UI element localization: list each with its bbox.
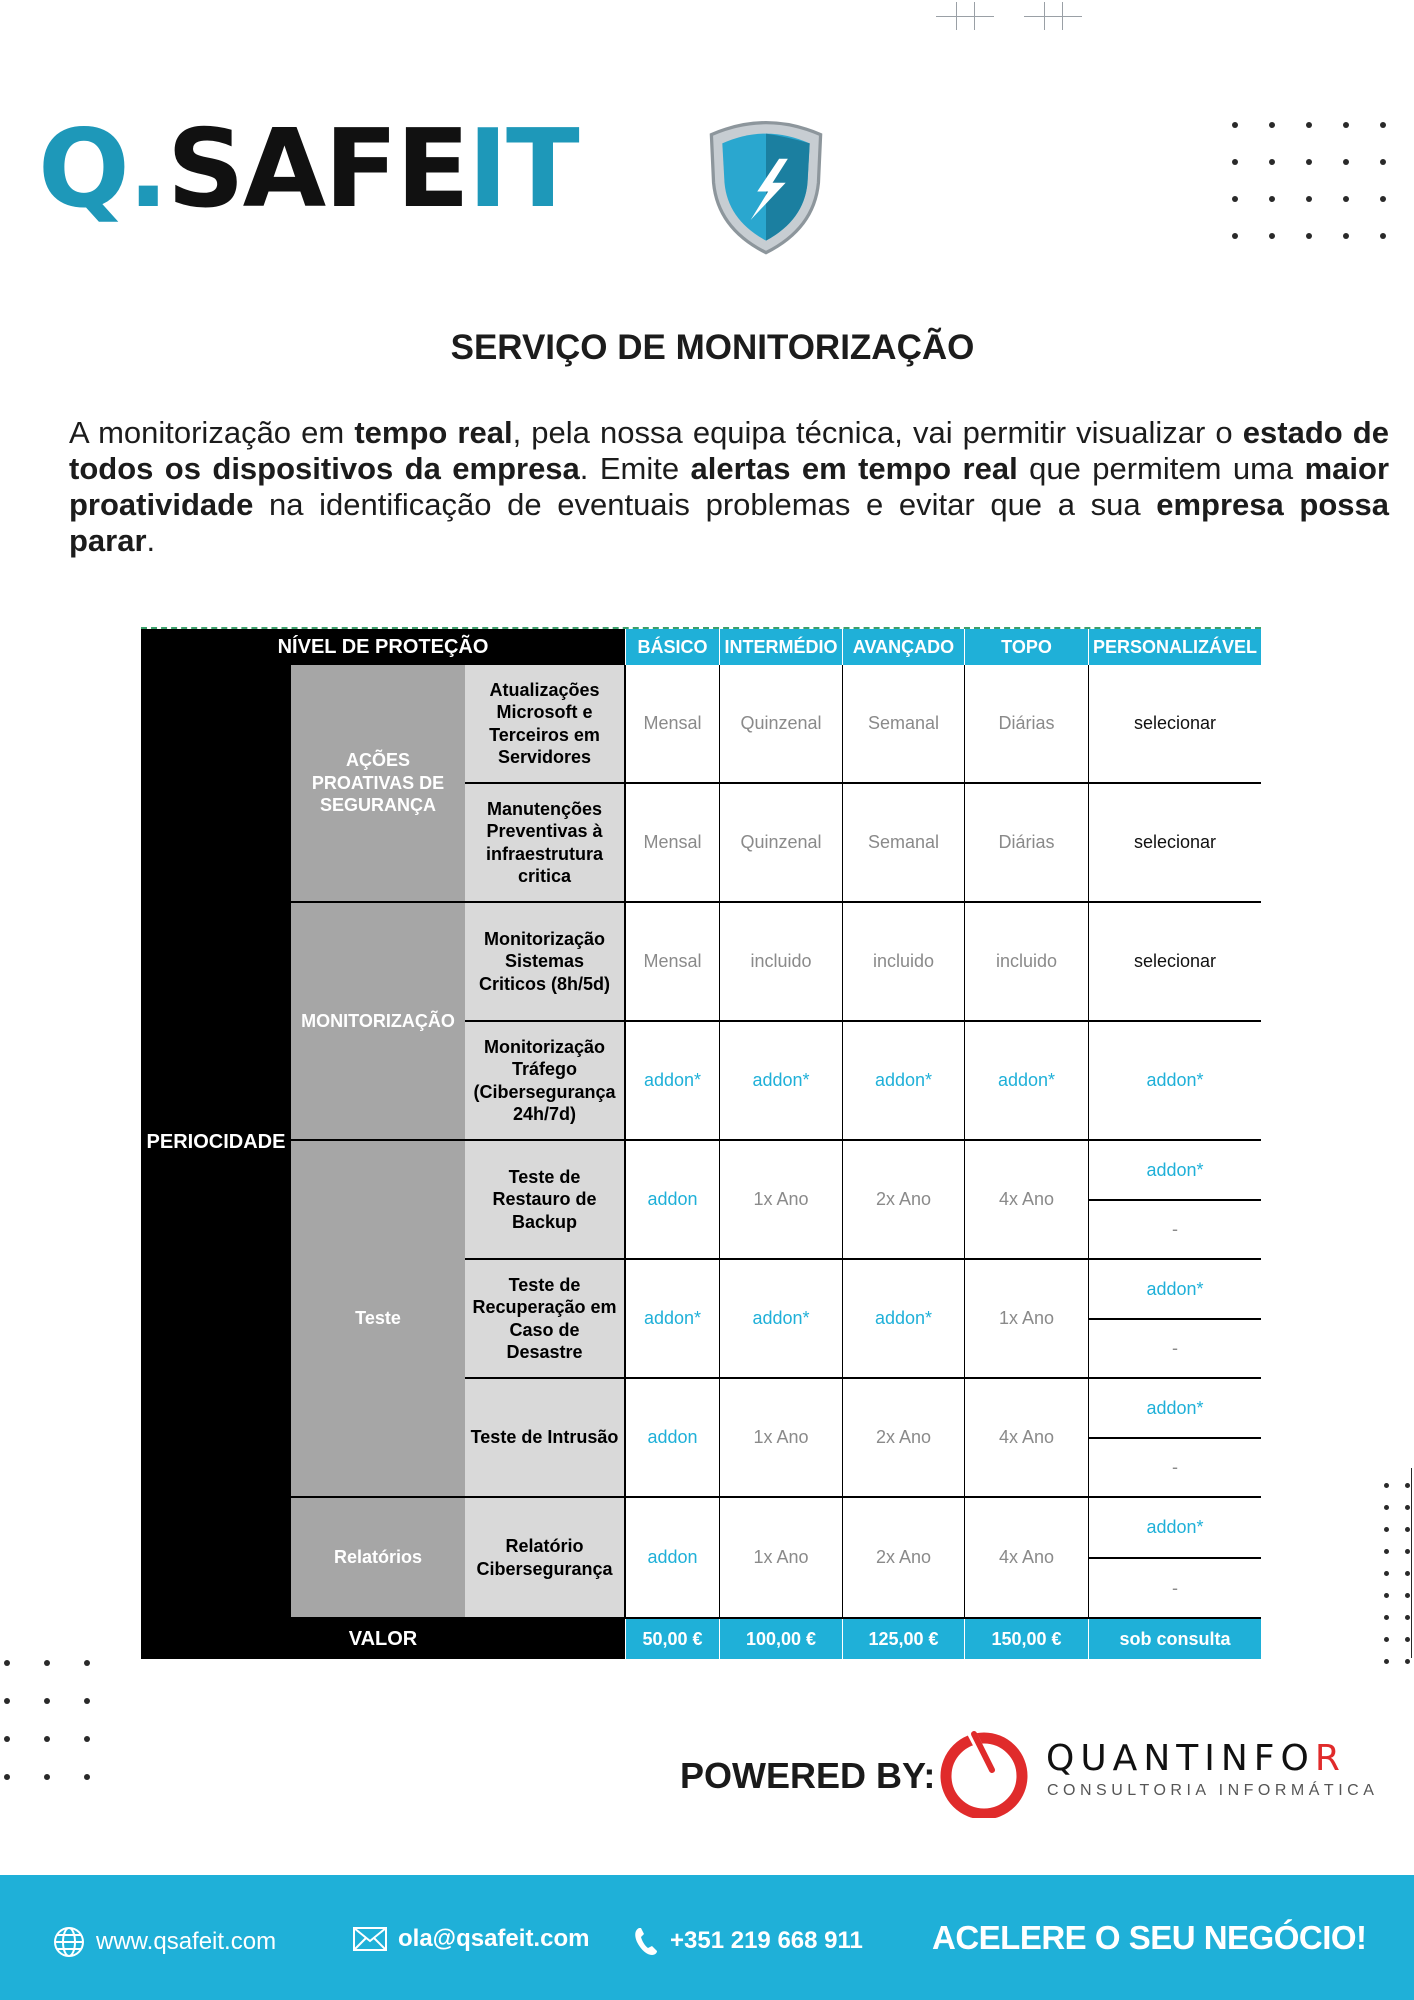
phone-number[interactable]: +351 219 668 911 [670,1927,863,1954]
footer-phone[interactable] [632,1925,863,1957]
plan-cell: addon [625,1498,719,1619]
footer-label: VALOR [141,1619,625,1659]
quantinfor-logo-icon [934,1726,1034,1818]
plan-header-avancado: AVANÇADO [842,629,964,665]
website-link[interactable]: www.qsafeit.com [96,1928,277,1955]
plan-cell: addon* [719,1022,842,1141]
plan-cell: addon* [842,1022,964,1141]
custom-plan-cell: addon* [1088,1260,1261,1320]
price-basico: 50,00 € [625,1619,719,1659]
decorative-dot-grid [1232,122,1386,239]
intro-segment: empresa possa parar [69,487,1390,558]
group-acoes-proativas: AÇÕES PROATIVAS DE SEGURANÇA [291,665,465,903]
intro-segment: . Emite [579,451,691,486]
globe-icon [52,1925,86,1959]
plan-cell: incluido [842,903,964,1022]
group-teste: Teste [291,1141,465,1498]
custom-plan-cell: selecionar [1088,665,1261,784]
plan-cell: addon* [964,1022,1088,1141]
row-item-label: Manutenções Preventivas à infraestrutura critica [465,784,625,903]
intro-segment: estado de todos os dispositivos da empresa [69,415,1389,486]
quantinfor-subtitle: CONSULTORIA INFORMÁTICA [1047,1782,1379,1799]
powered-by-label: POWERED BY: [680,1755,936,1796]
intro-segment: . [146,523,156,558]
plan-cell: Mensal [625,903,719,1022]
logo-it: IT [467,107,578,232]
plan-header-basico: BÁSICO [625,629,719,665]
header-label: NÍVEL DE PROTEÇÃO [141,629,625,665]
plan-cell: incluido [964,903,1088,1022]
custom-plan-cell: addon* [1088,1141,1261,1201]
price-personalizavel: sob consulta [1088,1619,1261,1659]
intro-segment: maior proatividade [69,451,1390,522]
page-title: SERVIÇO DE MONITORIZAÇÃO [450,328,975,367]
custom-plan-cell: selecionar [1088,903,1261,1022]
quantinfor-name [1046,1738,1346,1779]
price-intermedio: 100,00 € [719,1619,842,1659]
row-item-label: Teste de Restauro de Backup [465,1141,625,1260]
plan-cell: addon [625,1379,719,1498]
custom-plan-cell: addon* [1088,1498,1261,1559]
plan-header-intermedio: INTERMÉDIO [719,629,842,665]
custom-plan-cell: - [1088,1320,1261,1379]
plan-cell: Diárias [964,784,1088,903]
custom-plan-cell: addon* [1088,1022,1261,1141]
logo-q: Q. [38,107,167,232]
plan-cell: Mensal [625,665,719,784]
plan-cell: 1x Ano [719,1379,842,1498]
decorative-cross [1024,2,1082,30]
intro-segment: alertas em tempo real [690,451,1018,486]
custom-plan-cell: - [1088,1439,1261,1498]
row-item-label: Monitorização Sistemas Criticos (8h/5d) [465,903,625,1022]
email-link[interactable]: ola@qsafeit.com [398,1925,590,1952]
plan-cell: Quinzenal [719,665,842,784]
row-item-label: Teste de Recuperação em Caso de Desastre [465,1260,625,1379]
quantinfor-name-main: QUANTINFO [1046,1738,1315,1779]
custom-plan-cell: addon* [1088,1379,1261,1439]
decorative-cross [936,2,994,30]
mail-icon [352,1926,388,1952]
group-monitorizacao: MONITORIZAÇÃO [291,903,465,1141]
plan-cell: addon* [625,1260,719,1379]
price-avancado: 125,00 € [842,1619,964,1659]
custom-plan-cell: selecionar [1088,784,1261,903]
plan-cell: 2x Ano [842,1379,964,1498]
custom-plan-cell: - [1088,1559,1261,1619]
plan-cell: addon* [625,1022,719,1141]
plan-cell: 1x Ano [719,1141,842,1260]
plan-cell: addon* [719,1260,842,1379]
footer-bar [0,1875,1414,2000]
intro-segment: , pela nossa equipa técnica, vai permitir visualizar o [512,415,1243,450]
shield-lightning-icon [688,115,844,257]
plan-cell: Semanal [842,665,964,784]
custom-plan-cell: - [1088,1201,1261,1260]
qsafeit-logo [38,105,818,245]
intro-segment: tempo real [354,415,513,450]
row-item-label: Teste de Intrusão [465,1379,625,1498]
row-item-label: Atualizações Microsoft e Terceiros em Servidores [465,665,625,784]
logo-wordmark [38,105,578,235]
intro-segment: na identificação de eventuais problemas e evitar que a sua [253,487,1157,522]
row-item-label: Relatório Cibersegurança [465,1498,625,1619]
pricing-table [141,627,1261,1657]
group-relatorios: Relatórios [291,1498,465,1619]
decorative-dot-grid [4,1660,90,1780]
plan-cell: 2x Ano [842,1498,964,1619]
plan-cell: 4x Ano [964,1379,1088,1498]
plan-cell: addon* [842,1260,964,1379]
phone-icon [632,1925,660,1957]
decorative-line [1411,1468,1412,1658]
plan-cell: 2x Ano [842,1141,964,1260]
plan-cell: Quinzenal [719,784,842,903]
plan-header-personalizavel: PERSONALIZÁVEL [1088,629,1261,665]
price-topo: 150,00 € [964,1619,1088,1659]
intro-segment: A monitorização em [69,415,355,450]
plan-cell: 1x Ano [719,1498,842,1619]
intro-segment: que permitem uma [1017,451,1305,486]
plan-cell: Mensal [625,784,719,903]
plan-header-topo: TOPO [964,629,1088,665]
plan-cell: Semanal [842,784,964,903]
plan-cell: addon [625,1141,719,1260]
row-item-label: Monitorização Tráfego (Cibersegurança 24h/7d) [465,1022,625,1141]
quantinfor-name-last: R [1314,1738,1346,1779]
plan-cell: 1x Ano [964,1260,1088,1379]
plan-cell: incluido [719,903,842,1022]
plan-cell: 4x Ano [964,1498,1088,1619]
logo-safe: SAFE [166,107,468,232]
decorative-dot-grid [1384,1483,1410,1664]
intro-paragraph [69,415,1389,559]
plan-cell: 4x Ano [964,1141,1088,1260]
footer-email[interactable] [352,1925,589,1953]
side-label: PERIOCIDADE [141,665,291,1619]
plan-cell: Diárias [964,665,1088,784]
footer-slogan: ACELERE O SEU NEGÓCIO! [932,1919,1367,1956]
footer-website[interactable] [52,1925,276,1959]
